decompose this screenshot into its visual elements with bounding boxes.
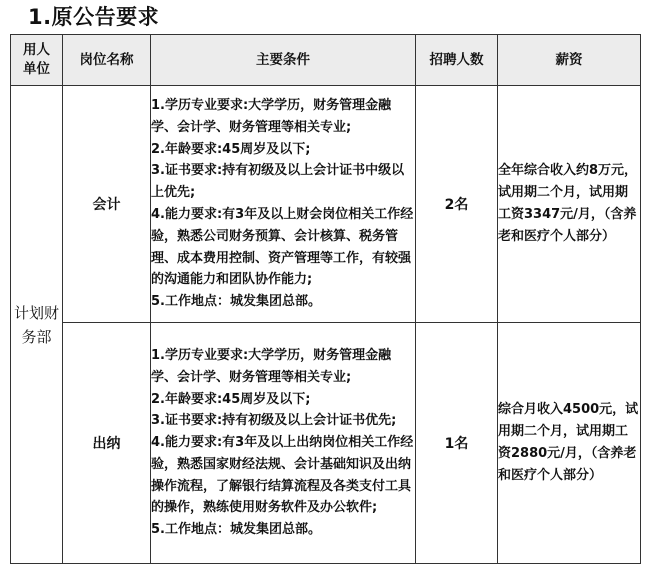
condition-line: 2.年龄要求:45周岁及以下; <box>151 141 311 157</box>
table-row-cashier <box>11 323 641 564</box>
condition-line: 3.证书要求:持有初级及以上会计证书中级以上优先; <box>151 163 405 201</box>
condition-line: 5.工作地点：城发集团总部。 <box>151 294 321 310</box>
salary-cell-cashier: 综合月收入4500元，试用期二个月，试用期工资2880元/月，（含养老和医疗个人部分） <box>498 323 641 564</box>
position-cell-cashier: 出纳 <box>63 323 151 564</box>
position-cell-accountant: 会计 <box>63 86 151 323</box>
condition-line: 4.能力要求:有3年及以上出纳岗位相关工作经验，熟悉国家财经法规、会计基础知识及出纳操作流程，了解银行结算流程及各类支付工具的操作，熟练使用财务软件及办公软件; <box>151 435 414 516</box>
count-cell-cashier: 1名 <box>416 323 498 564</box>
header-unit-label: 用人单位 <box>23 42 50 77</box>
salary-cell-accountant: 全年综合收入约8万元，试用期二个月，试用期工资3347元/月，（含养老和医疗个人部分） <box>498 86 641 323</box>
conditions-cell-cashier <box>151 323 416 564</box>
recruitment-table <box>10 34 641 564</box>
condition-line: 4.能力要求:有3年及以上财会岗位相关工作经验，熟悉公司财务预算、会计核算、税务管理、成本费用控制、资产管理等工作，有较强的沟通能力和团队协作能力; <box>151 207 414 288</box>
condition-line: 2.年龄要求:45周岁及以下; <box>151 391 311 407</box>
condition-line: 5.工作地点：城发集团总部。 <box>151 522 321 538</box>
section-title: 1.原公告要求 <box>28 5 160 29</box>
count-cell-accountant: 2名 <box>416 86 498 323</box>
header-row <box>11 35 641 86</box>
table-row-accountant <box>11 86 641 323</box>
condition-line: 3.证书要求:持有初级及以上会计证书优先; <box>151 413 397 429</box>
unit-cell: 计划财务部 <box>11 86 63 564</box>
condition-line: 1.学历专业要求:大学学历，财务管理金融学、会计学、财务管理等相关专业; <box>151 98 392 135</box>
header-salary: 薪资 <box>498 35 641 86</box>
conditions-cell-accountant <box>151 86 416 323</box>
header-count: 招聘人数 <box>416 35 498 86</box>
header-unit <box>11 35 63 86</box>
header-conditions: 主要条件 <box>151 35 416 86</box>
condition-line: 1.学历专业要求:大学学历，财务管理金融学、会计学、财务管理等相关专业; <box>151 347 392 385</box>
header-position: 岗位名称 <box>63 35 151 86</box>
